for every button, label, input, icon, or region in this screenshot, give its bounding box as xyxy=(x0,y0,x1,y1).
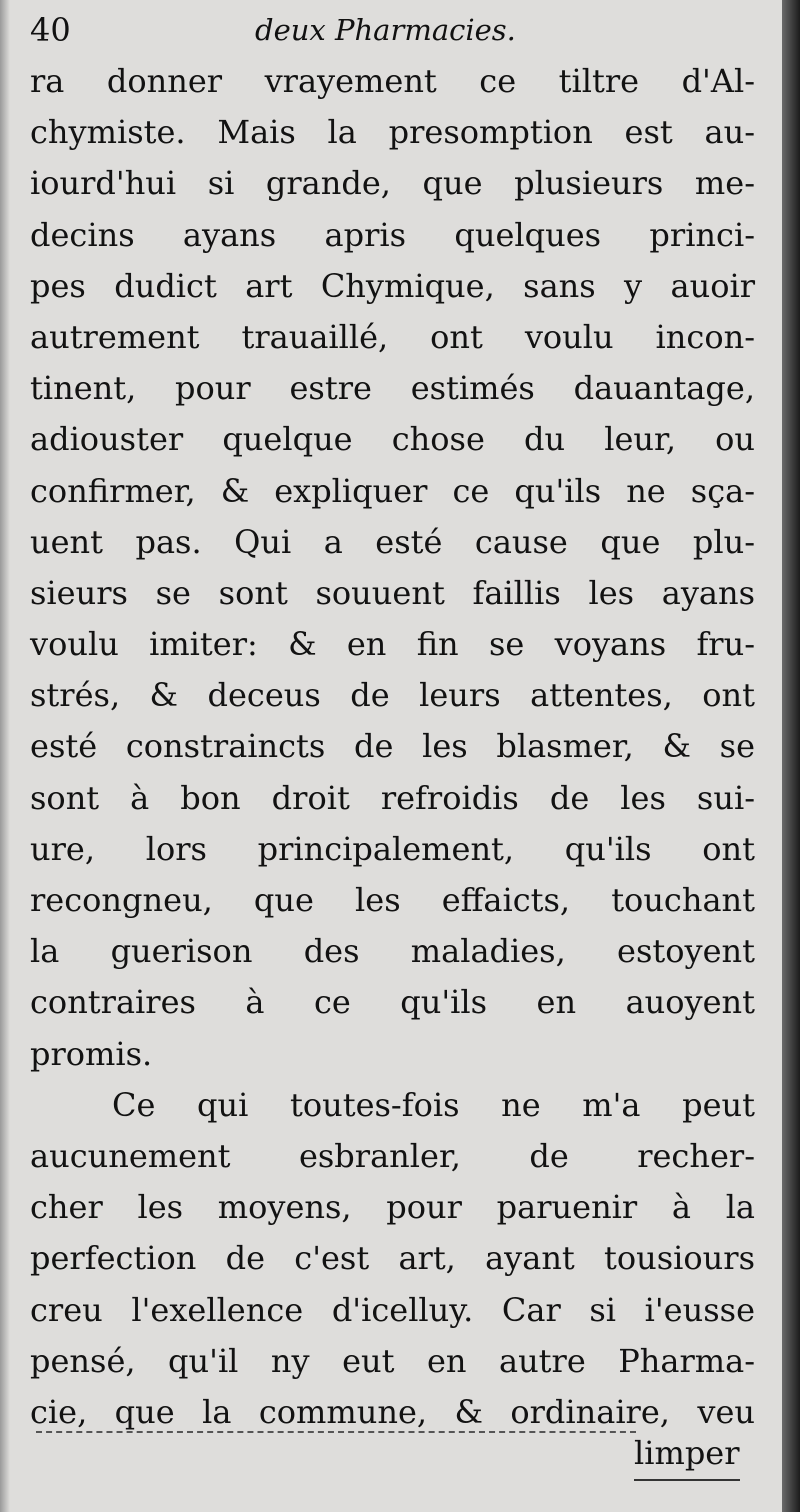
text-line: recongneu, que les effaicts, touchant xyxy=(30,881,755,919)
text-line: confirmer, & expliquer ce qu'ils ne sça- xyxy=(30,471,755,510)
text-line: cie, que la commune, & ordinaire, veu xyxy=(30,1392,755,1431)
text-line: aucunement esbranler, de recher- xyxy=(30,1136,755,1175)
text-line: Ce qui toutes-fois ne m'a peut xyxy=(112,1085,755,1124)
text-line: promis. xyxy=(30,1034,153,1073)
text-line: sont à bon droit refroidis de les sui- xyxy=(30,778,755,817)
text-line: pes dudict art Chymique, sans y auoir xyxy=(30,266,755,305)
text-line: autrement trauaillé, ont voulu incon- xyxy=(30,317,755,356)
text-line: pensé, qu'il ny eut en autre Pharma- xyxy=(30,1341,755,1380)
text-line: decins ayans apris quelques princi- xyxy=(30,215,755,254)
text-line: perfection de c'est art, ayant tousiours xyxy=(30,1239,755,1278)
page-right-shadow xyxy=(782,0,800,1512)
text-line: strés, & deceus de leurs attentes, ont xyxy=(30,676,755,715)
running-head xyxy=(30,10,750,50)
text-line: voulu imiter: & en fin se voyans fru- xyxy=(30,625,755,664)
text-line: adiouster quelque chose du leur, ou xyxy=(30,420,755,459)
catchword: limper xyxy=(634,1428,740,1481)
text-line: esté constraincts de les blasmer, & se xyxy=(30,727,755,766)
text-line: cher les moyens, pour paruenir à la xyxy=(30,1188,755,1227)
body-text xyxy=(30,56,755,1438)
handwritten-underline xyxy=(36,1431,636,1433)
text-line: uent pas. Qui a esté cause que plu- xyxy=(30,522,755,561)
text-line: tinent, pour estre estimés dauantage, xyxy=(30,369,755,408)
text-line: creu l'exellence d'icelluy. Car si i'eusse xyxy=(30,1290,755,1329)
text-line: la guerison des maladies, estoyent xyxy=(30,932,755,971)
text-line: sieurs se sont souuent faillis les ayans xyxy=(30,573,755,612)
text-line: iourd'hui si grande, que plusieurs me- xyxy=(30,164,755,203)
text-line: ure, lors principalement, qu'ils ont xyxy=(30,829,755,868)
text-line: chymiste. Mais la presomption est au- xyxy=(30,113,755,152)
page-number: 40 xyxy=(30,11,71,49)
page-left-shadow xyxy=(0,0,10,1512)
text-line: ra donner vrayement ce tiltre d'Al- xyxy=(30,62,755,100)
text-line: contraires à ce qu'ils en auoyent xyxy=(30,983,755,1022)
running-title: deux Pharmacies. xyxy=(255,13,516,47)
